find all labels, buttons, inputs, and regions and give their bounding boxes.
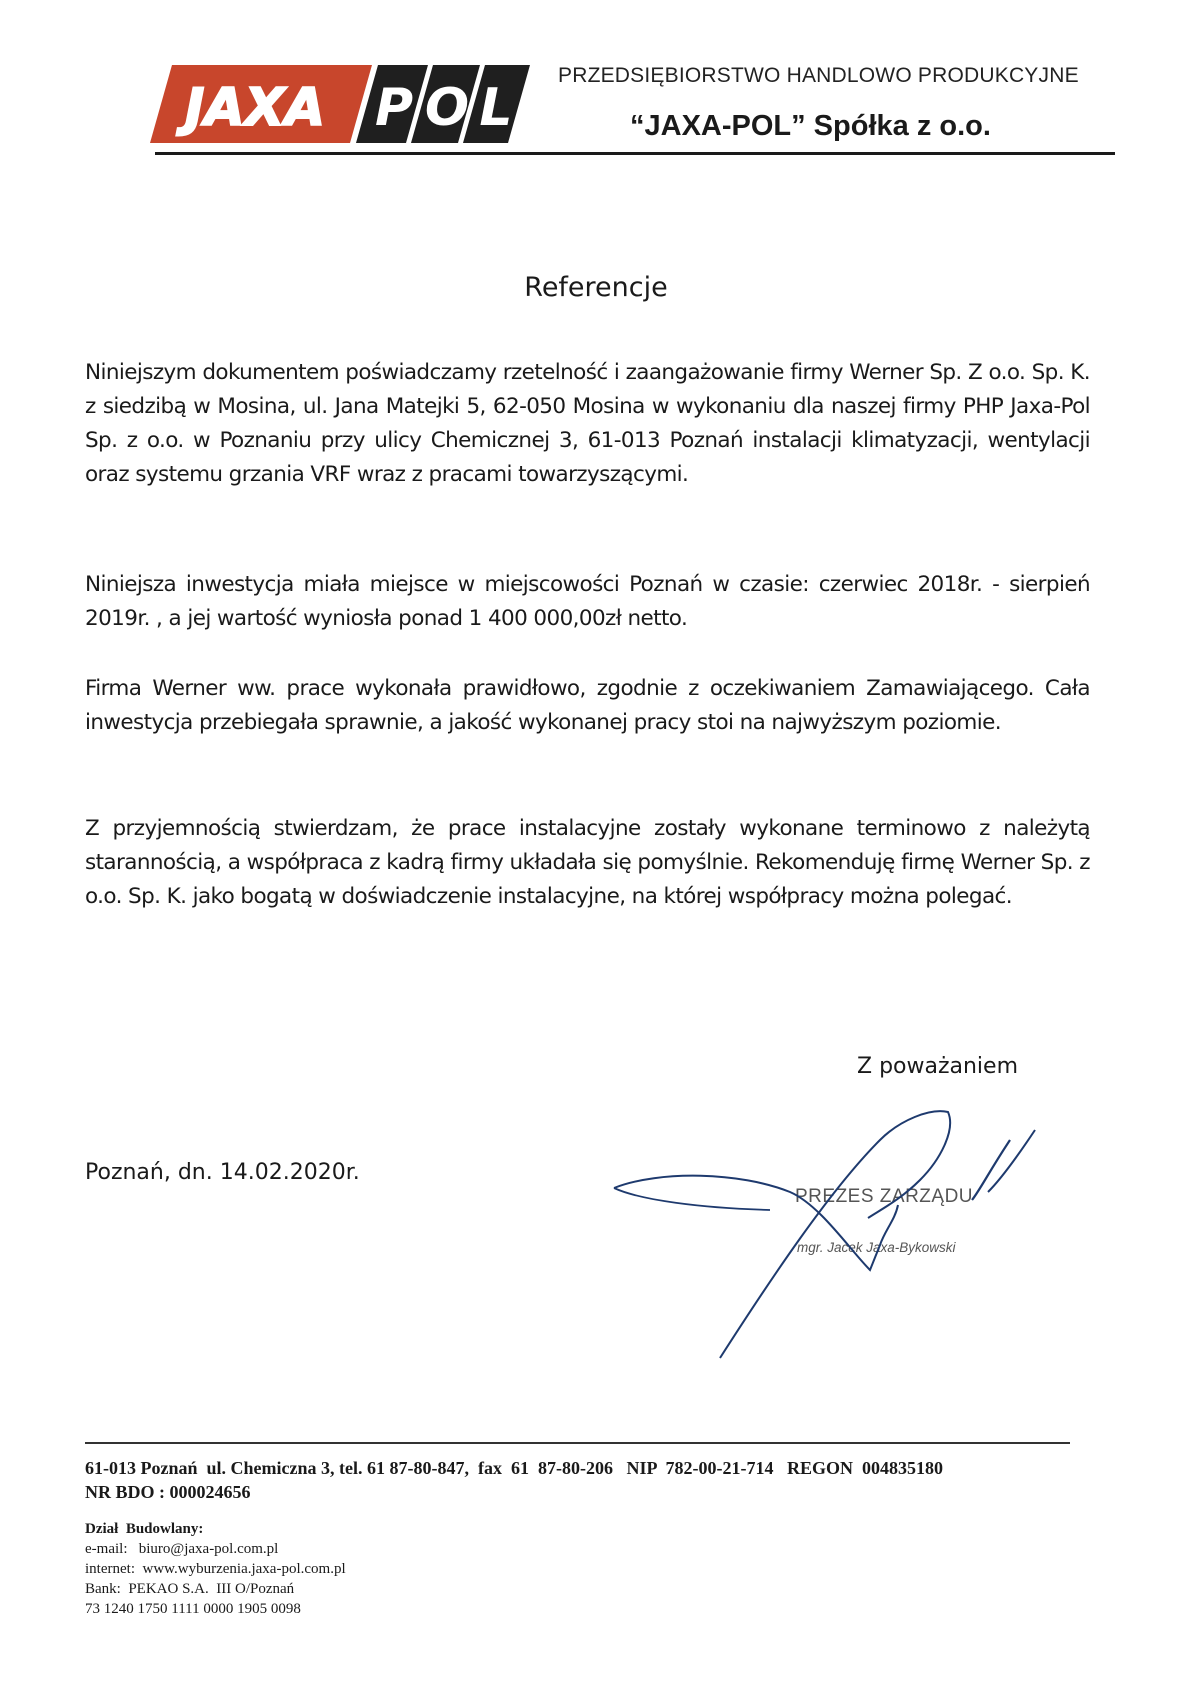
footer-divider [85,1442,1070,1444]
footer-bdo-number: NR BDO : 000024656 [85,1482,251,1502]
signatory-name: mgr. Jacek Jaxa-Bykowski [797,1240,956,1255]
paragraph-2: Niniejsza inwestycja miała miejsce w miejscowości Poznań w czasie: czerwiec 2018r. - sierpień 2019r. , a jej wartość wyniosła ponad 1 400 000,00zł netto. [85,572,1090,631]
closing-salutation: Z poważaniem [857,1054,1019,1079]
place-date: Poznań, dn. 14.02.2020r. [85,1160,360,1185]
document-title: Referencje [524,272,668,303]
paragraph-1: Niniejszym dokumentem poświadczamy rzetelność i zaangażowanie firmy Werner Sp. Z o.o. Sp. K. z siedzibą w Mosina, ul. Jana Matejki 5, 62-050 Mosina w wykonaniu dla naszej firmy PHP Jaxa-Pol Sp. z o.o. w Poznaniu przy ulicy Chemicznej 3, 61-013 Poznań instalacji klimatyzacji, wentylacji oraz systemu grzania VRF wraz z pracami towarzyszącymi. [85,360,1090,487]
paragraph-4: Z przyjemnością stwierdzam, że prace instalacyjne zostały wykonane terminowo z należytą starannością, a współpraca z kadrą firmy układała się pomyślnie. Rekomenduję firmę Werner Sp. z o.o. Sp. K. jako bogatą w doświadczenie instalacyjne, na której współpracy można polegać. [85,816,1090,909]
paragraph-3: Firma Werner ww. prace wykonała prawidłowo, zgodnie z oczekiwaniem Zamawiającego. Cała inwestycja przebiegała sprawnie, a jakość wykonanej pracy stoi na najwyższym poziomie. [85,676,1090,735]
signatory-title: PREZES ZARZĄDU [795,1186,974,1207]
bank-account: 73 1240 1750 1111 0000 1905 0098 [85,1601,301,1617]
company-type: PRZEDSIĘBIORSTWO HANDLOWO PRODUKCYJNE [558,64,1079,87]
handwritten-signature-icon [600,1100,1060,1360]
company-logo [150,65,530,143]
footer-department [85,1519,346,1619]
bank-name: Bank: PEKAO S.A. III O/Poznań [85,1581,295,1597]
footer-company-details [85,1456,943,1504]
svg-text:JAXA: JAXA [185,78,325,138]
svg-text:P: P [374,78,414,138]
department-email: e-mail: biuro@jaxa-pol.com.pl [85,1541,279,1557]
svg-text:O: O [424,78,470,138]
footer-address-line: 61-013 Poznań ul. Chemiczna 3, tel. 61 87-80-847, fax 61 87-80-206 NIP 782-00-21-714 REGON 004835180 [85,1458,943,1478]
department-website: internet: www.wyburzenia.jaxa-pol.com.pl [85,1561,346,1577]
company-name: “JAXA-POL” Spółka z o.o. [630,110,991,142]
department-label: Dział Budowlany: [85,1521,204,1537]
svg-text:L: L [479,78,513,138]
jaxa-pol-logo-icon [150,65,530,143]
header-divider [155,152,1115,155]
